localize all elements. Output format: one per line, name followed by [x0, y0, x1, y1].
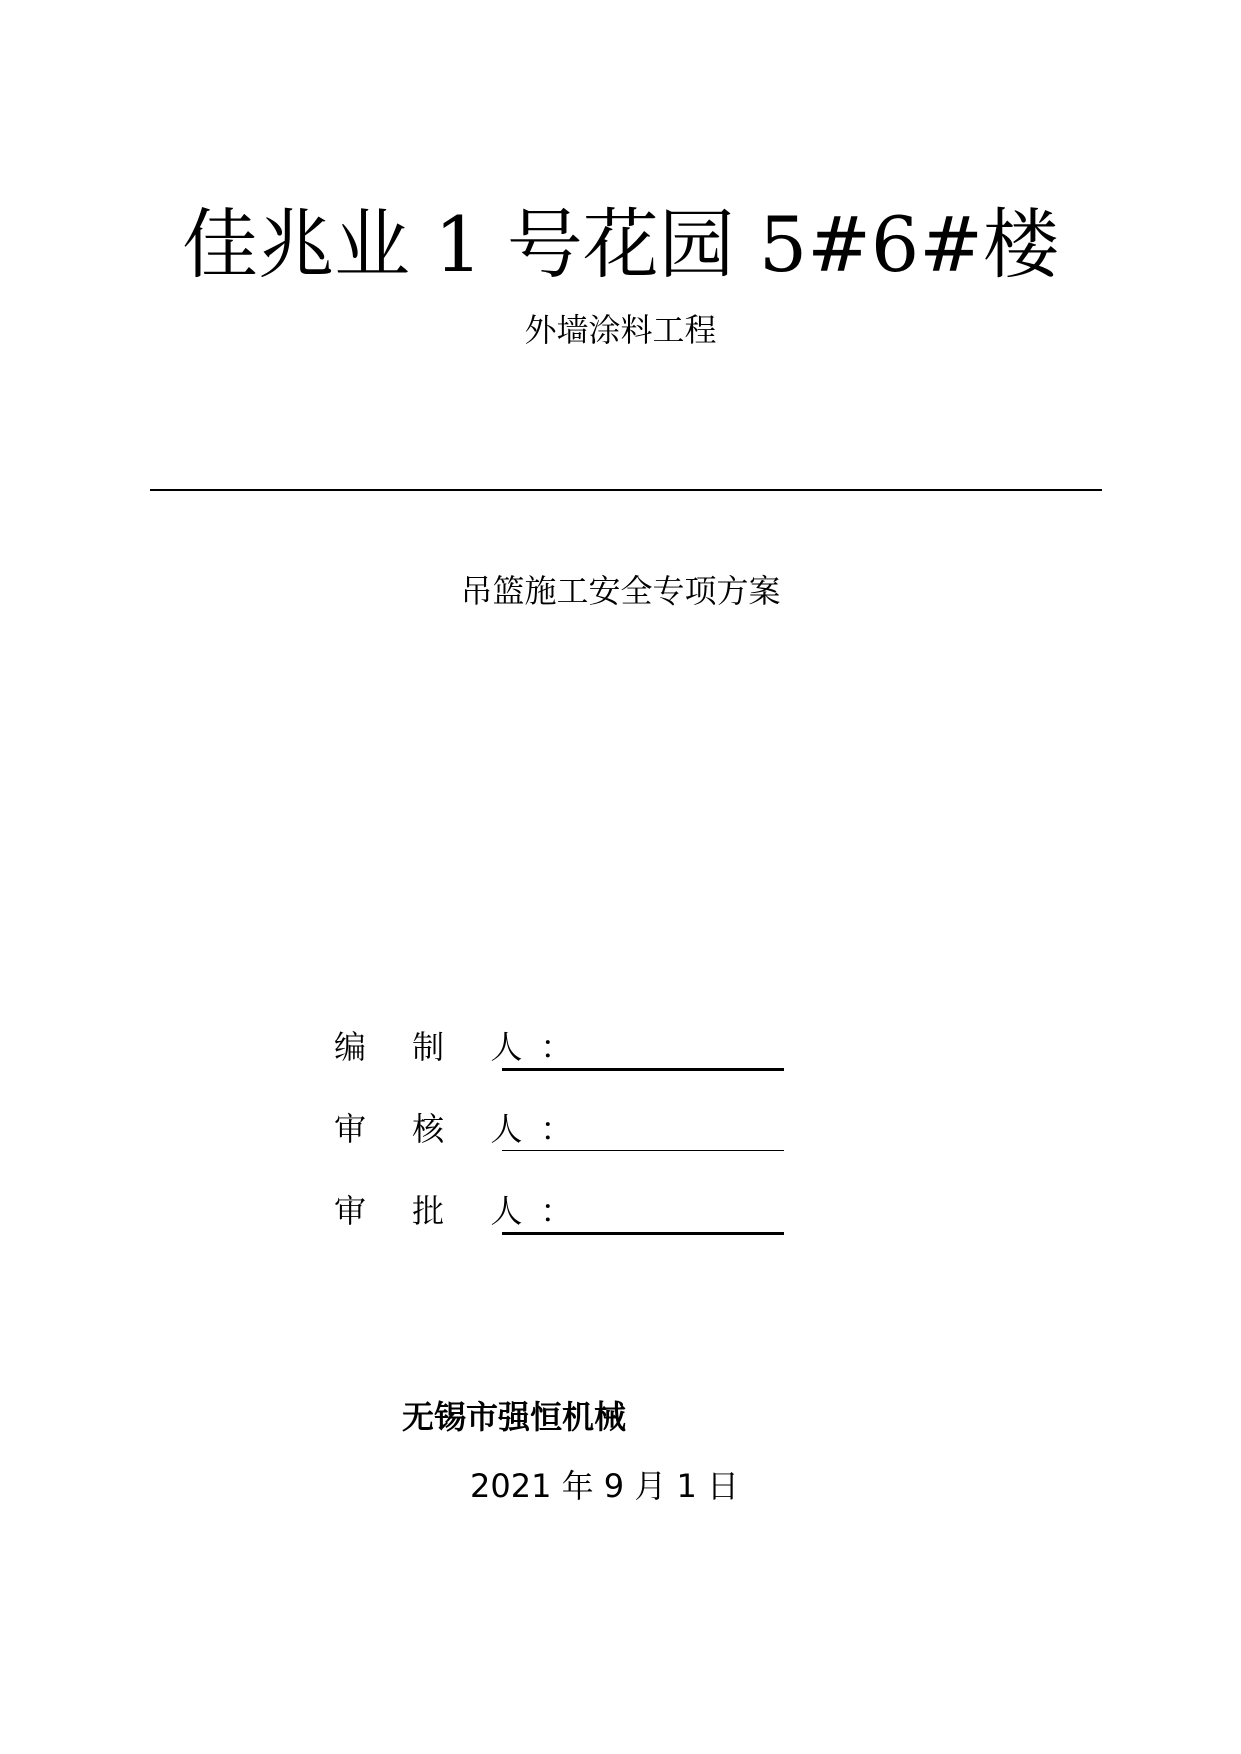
document-date: 2021 年 9 月 1 日	[470, 1467, 740, 1505]
signature-row-approver	[334, 1189, 794, 1271]
signature-label-reviewer: 审 核 人：	[334, 1110, 591, 1148]
signature-label-compiler: 编 制 人：	[334, 1028, 591, 1066]
signature-line-approver	[502, 1232, 784, 1235]
signature-block	[334, 1025, 794, 1271]
signature-line-reviewer	[502, 1150, 784, 1151]
signature-label-approver: 审 批 人：	[334, 1192, 591, 1230]
document-subtitle: 外墙涂料工程	[524, 311, 717, 349]
document-title: 佳兆业 1 号花园 5#6#楼	[182, 200, 1059, 289]
signature-row-compiler	[334, 1025, 794, 1107]
plan-title: 吊篮施工安全专项方案	[460, 572, 781, 610]
horizontal-divider	[150, 489, 1102, 491]
company-name: 无锡市强恒机械	[402, 1398, 627, 1436]
signature-line-compiler	[502, 1068, 784, 1071]
signature-row-reviewer	[334, 1107, 794, 1189]
